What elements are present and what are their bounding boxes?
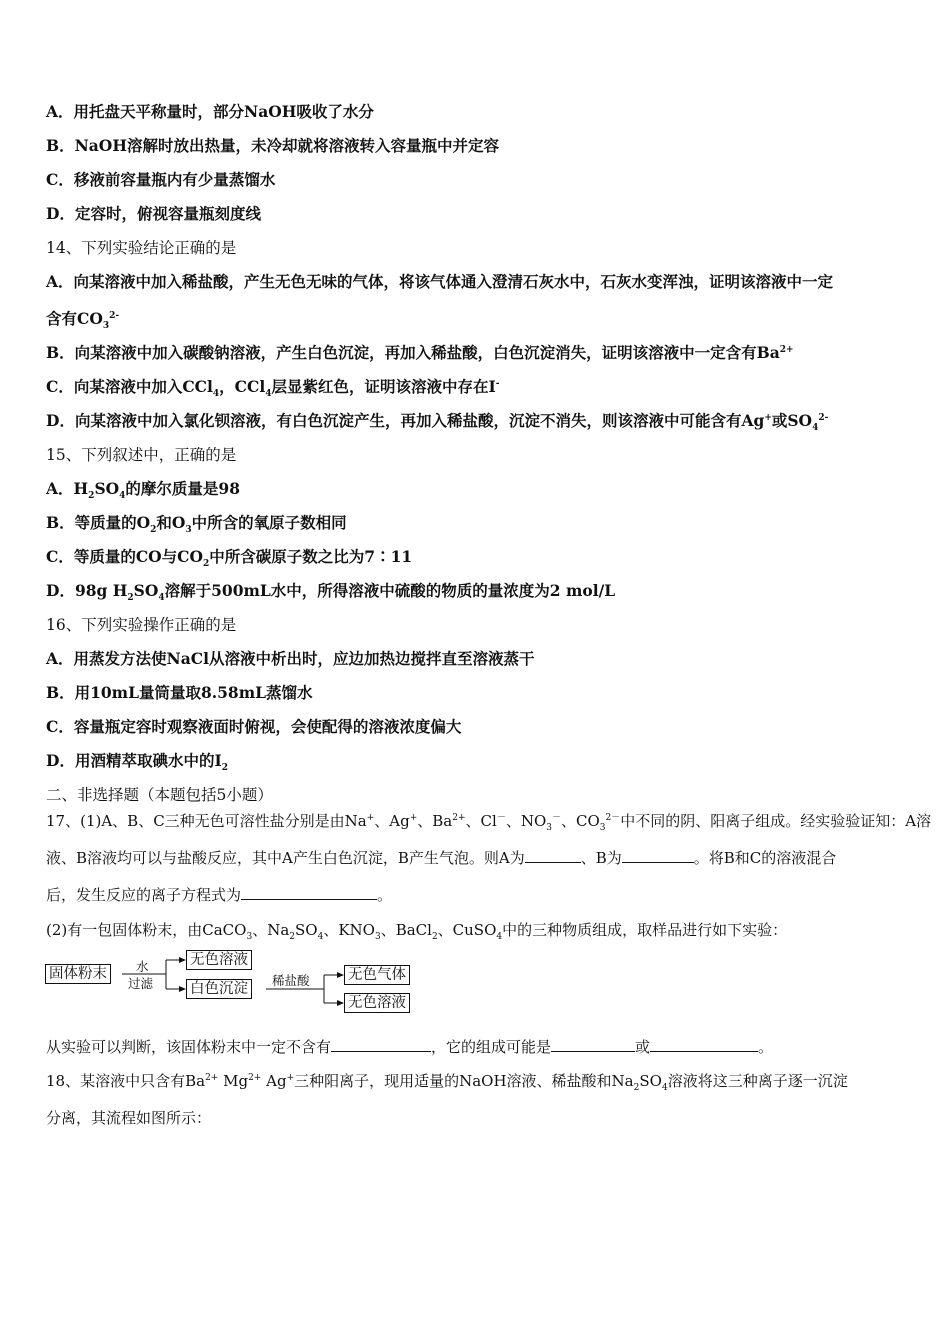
q17-line5: 从实验可以判断，该固体粉末中一定不含有 ，它的组成可能是 或 。 [46, 1038, 774, 1056]
q15-option-b: B．等质量的$O_2$和$O_3$中所含的氧原子数相同 [46, 513, 347, 536]
experiment-flowchart [44, 948, 434, 1018]
section-heading: 二、非选择题（本题包括5小题） [46, 786, 273, 804]
flow-start-box: 固体粉末 [45, 964, 111, 984]
q16-option-b: B．用10mL量筒量取8.58mL蒸馏水 [46, 683, 313, 702]
q14-option-b: B．向某溶液中加入碳酸钠溶液，产生白色沉淀，再加入稀盐酸，白色沉淀消失，证明该溶液中一定含有$Ba^{2+}$ [46, 343, 794, 362]
q15-stem: 15、下列叙述中，正确的是 [46, 446, 237, 464]
q14-option-c: C．向某溶液中加入CCl$_4$，CCl$_4$层显紫红色，证明该溶液中存在I- [46, 377, 500, 400]
q15-option-c: C．等质量的CO与$CO_2$中所含碳原子数之比为7∶11 [46, 547, 413, 570]
q18-line1: 18、某溶液中只含有$Ba^{2+}$ $Mg^{2+}$ Ag+三种阳离子，现用适量的NaOH溶液、稀盐酸和$Na_2SO_4$溶液将这三种离子逐一沉淀 [46, 1072, 848, 1093]
answer-blank-composition1[interactable] [551, 1037, 635, 1052]
q13-option-b: B．NaOH溶解时放出热量，未冷却就将溶液转入容量瓶中并定容 [46, 136, 499, 155]
q14-option-d: D．向某溶液中加入氯化钡溶液，有白色沉淀产生，再加入稀盐酸，沉淀不消失，则该溶液中可能含有Ag+或$SO_4^{2-}$ [46, 411, 829, 434]
flow-precipitate-box: 白色沉淀 [186, 979, 252, 999]
q16-option-d: D．用酒精萃取碘水中的$I_2$ [46, 751, 228, 774]
q17-line2: 液、B溶液均可以与盐酸反应，其中A产生白色沉淀，B产生气泡。则A为 、B为 。将B和C的溶液混合 [46, 849, 837, 867]
q16-stem: 16、下列实验操作正确的是 [46, 616, 237, 634]
q17-line3: 后，发生反应的离子方程式为 。 [46, 886, 393, 904]
flow-solution1-box: 无色溶液 [186, 950, 252, 970]
q16-option-c: C．容量瓶定容时观察液面时俯视，会使配得的溶液浓度偏大 [46, 717, 462, 736]
q15-option-d: D．98g $H_2SO_4$溶解于500mL水中，所得溶液中硫酸的物质的量浓度为2 mol/L [46, 581, 616, 604]
flow-label-acid: 稀盐酸 [272, 973, 310, 988]
q13-option-c: C．移液前容量瓶内有少量蒸馏水 [46, 170, 276, 189]
q13-option-a: A．用托盘天平称量时，部分NaOH吸收了水分 [46, 102, 374, 121]
answer-blank-a[interactable] [525, 848, 581, 863]
flow-label-filter: 过滤 [128, 976, 154, 991]
answer-blank-equation[interactable] [241, 885, 377, 900]
flow-solution2-box: 无色溶液 [344, 993, 410, 1013]
q16-option-a: A．用蒸发方法使NaCl从溶液中析出时，应边加热边搅拌直至溶液蒸干 [46, 649, 535, 668]
q14-option-a-line2: 含有$CO_3^{2-}$ [46, 309, 120, 332]
flow-label-water: 水 [136, 959, 149, 974]
q14-stem: 14、下列实验结论正确的是 [46, 239, 237, 257]
answer-blank-composition2[interactable] [650, 1037, 758, 1052]
q13-option-d: D．定容时，俯视容量瓶刻度线 [46, 204, 261, 223]
q18-line2: 分离，其流程如图所示： [46, 1109, 212, 1127]
flow-gas-box: 无色气体 [344, 965, 410, 985]
q15-option-a: A．$H_2SO_4$的摩尔质量是98 [46, 479, 240, 502]
answer-blank-b[interactable] [622, 848, 694, 863]
q17-line1: 17、(1)A、B、C三种无色可溶性盐分别是由Na+、Ag+、$Ba^{2+}$、Cl－、$NO_3^-$、$CO_3^{2-}$中不同的阴、阳离子组成。经实验验证知：A溶 [46, 812, 932, 833]
q17-line4: (2)有一包固体粉末，由CaCO$_3$、$Na_2SO_4$、$KNO_3$、BaCl$_2$、CuSO$_4$中的三种物质组成，取样品进行如下实验： [46, 921, 788, 942]
q14-option-a-line1: A．向某溶液中加入稀盐酸，产生无色无味的气体，将该气体通入澄清石灰水中，石灰水变浑浊，证明该溶液中一定 [46, 272, 834, 291]
answer-blank-excluded[interactable] [331, 1037, 431, 1052]
